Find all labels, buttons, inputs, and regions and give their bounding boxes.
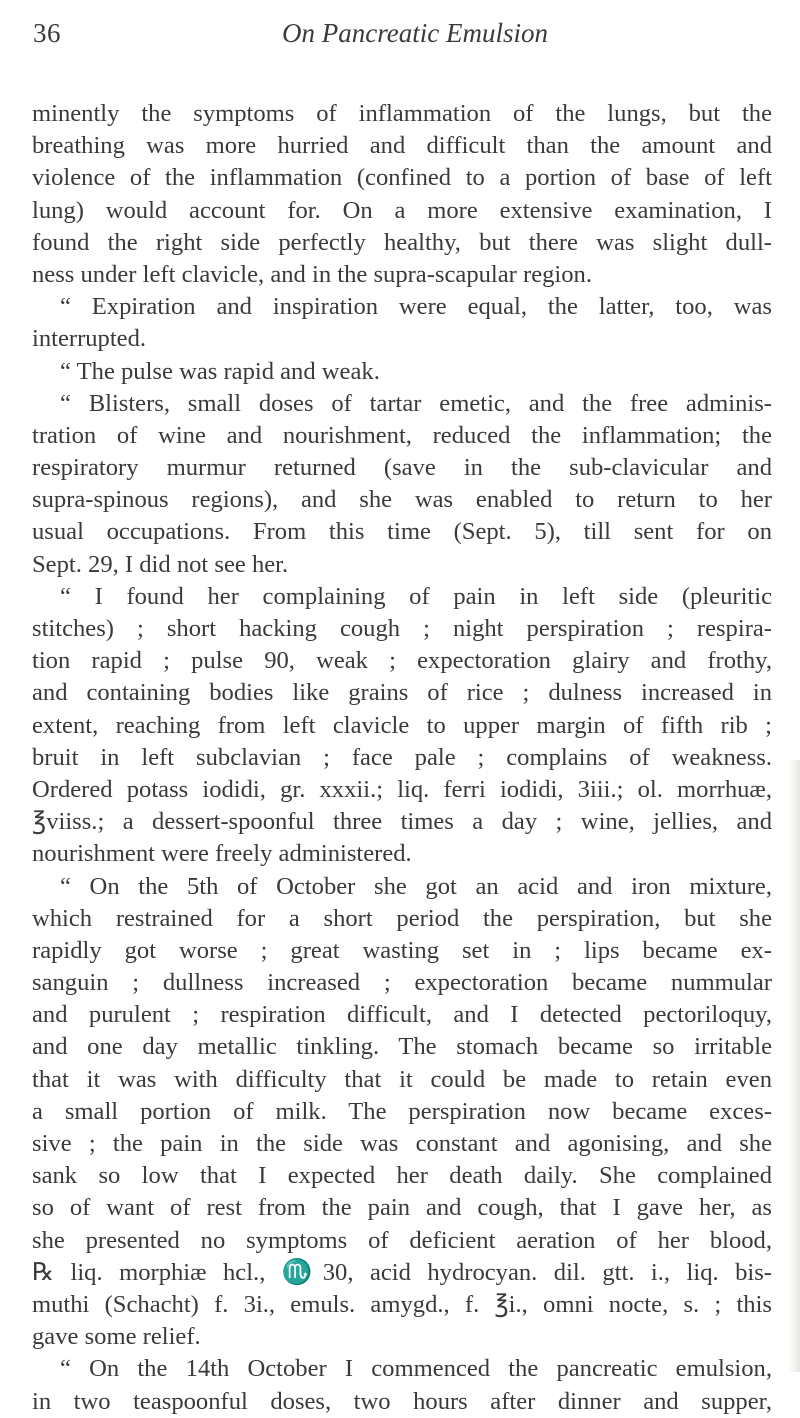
text-line: sive ; the pain in the side was constant and agonising, and she [32,1130,772,1157]
text-line: interrupted. [32,325,147,353]
text-line: lung) would account for. On a more extensive examination, I [32,196,772,224]
text-line: “ Blisters, small doses of tartar emetic, and the free adminis- [60,389,772,417]
text-line: “ On the 14th October I commenced the pancreatic emulsion, [60,1355,772,1383]
text-line: a small portion of milk. The perspiration now became exces- [32,1097,772,1125]
text-line: nourishment were freely administered. [32,840,412,868]
text-line: found the right side perfectly healthy, but there was slight dull- [32,228,772,256]
text-line: stitches) ; short hacking cough ; night perspiration ; respira- [32,615,772,642]
text-line: “ On the 5th of October she got an acid and iron mixture, [60,872,772,900]
text-line: supra-spinous regions), and she was enabled to return to her [32,486,772,514]
text-line: extent, reaching from left clavicle to upper margin of fifth rib ; [32,711,772,739]
page-number: 36 [33,18,61,48]
text-line: rapidly got worse ; great wasting set in ; lips became ex- [32,936,772,964]
text-line: so of want of rest from the pain and cough, that I gave her, as [32,1194,772,1222]
text-line: that it was with difficulty that it could be made to retain even [32,1065,772,1093]
text-line: ℥viiss.; a dessert-spoonful three times a day ; wine, jellies, and [32,808,772,836]
text-line: minently the symptoms of inflammation of the lungs, but the [32,100,772,127]
text-line: usual occupations. From this time (Sept. 5), till sent for on [32,518,772,546]
text-line: “ The pulse was rapid and weak. [60,357,380,385]
text-line: and containing bodies like grains of rice ; dulness increased in [32,679,772,707]
text-line: muthi (Schacht) f. 3i., emuls. amygd., f. ℥i., omni nocte, s. ; this [32,1290,772,1318]
text-line: sanguin ; dullness increased ; expectoration became nummular [32,969,772,997]
text-line: ℞ liq. morphiæ hcl., ♏30, acid hydrocyan. dil. gtt. i., liq. bis- [32,1258,772,1286]
running-title: On Pancreatic Emulsion [282,18,548,48]
text-line: and purulent ; respiration difficult, and I detected pectoriloquy, [32,1001,772,1029]
text-line: tration of wine and nourishment, reduced the inflammation; the [32,421,772,449]
text-line: Sept. 29, I did not see her. [32,550,289,578]
text-line: and one day metallic tinkling. The stomach became so irritable [32,1033,772,1061]
text-line: tion rapid ; pulse 90, weak ; expectoration glairy and frothy, [32,647,772,675]
body-text [32,98,772,1418]
text-line: breathing was more hurried and difficult than the amount and [32,132,772,160]
text-line: she presented no symptoms of deficient aeration of her blood, [32,1226,772,1254]
text-line: bruit in left subclavian ; face pale ; complains of weakness. [32,743,772,771]
text-line: “ Expiration and inspiration were equal, the latter, too, was [60,293,772,321]
text-line: violence of the inflammation (confined to a portion of base of left [32,164,772,192]
running-head [30,18,770,58]
text-line: Ordered potass iodidi, gr. xxxii.; liq. ferri iodidi, 3iii.; ol. morrhuæ, [32,775,772,803]
text-line: gave some relief. [32,1323,201,1351]
text-line: respiratory murmur returned (save in the sub-clavicular and [32,454,772,482]
page-edge-shadow [788,760,800,1372]
text-line: “ I found her complaining of pain in left side (pleuritic [60,582,772,610]
text-line: sank so low that I expected her death daily. She complained [32,1162,772,1190]
text-line: ness under left clavicle, and in the supra-scapular region. [32,260,592,288]
text-line: in two teaspoonful doses, two hours after dinner and supper, [32,1387,772,1415]
text-line: which restrained for a short period the perspiration, but she [32,904,772,932]
